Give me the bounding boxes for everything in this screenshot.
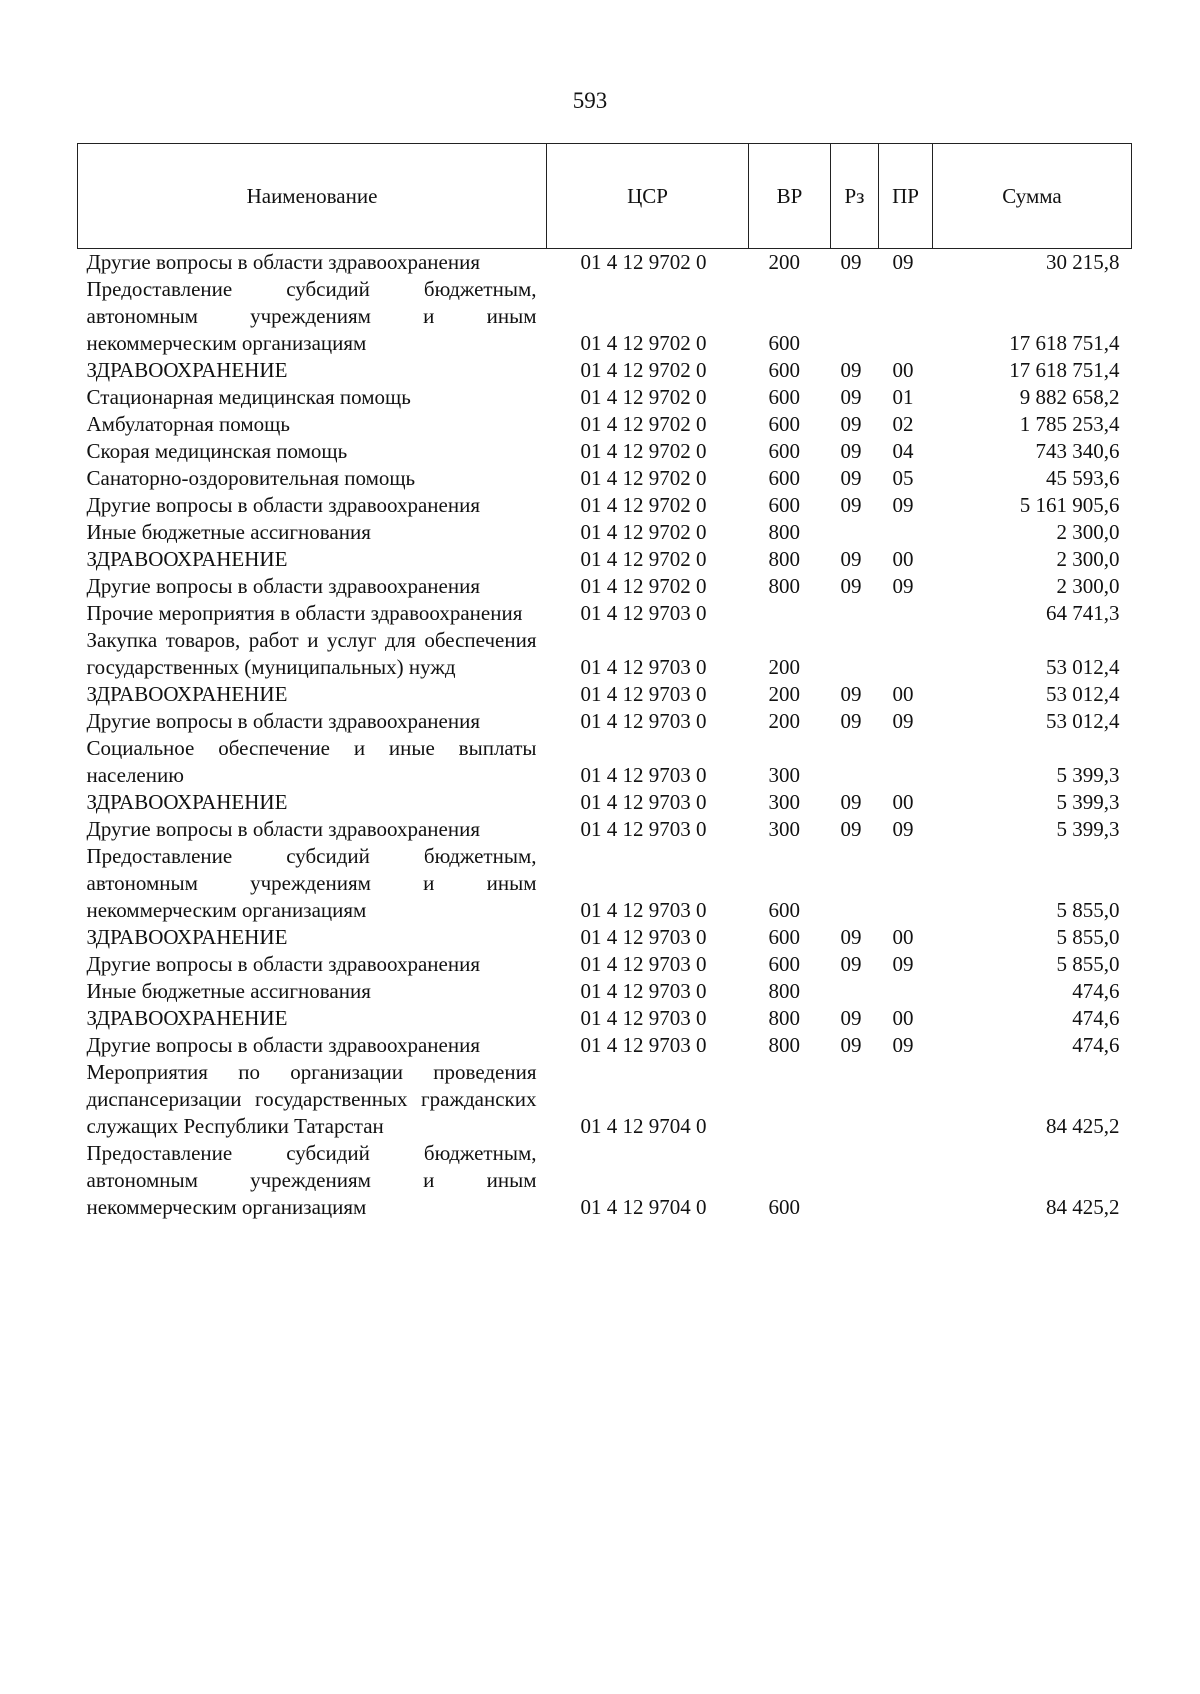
cell-vr: 300 bbox=[768, 817, 800, 841]
cell-pr: 09 bbox=[892, 493, 914, 517]
cell-sum: 2 300,0 bbox=[1056, 547, 1120, 571]
cell-pr: 02 bbox=[892, 412, 914, 436]
cell-pr bbox=[879, 276, 933, 357]
table-row bbox=[78, 573, 1132, 600]
cell-vr: 300 bbox=[768, 763, 800, 787]
cell-pr: 00 bbox=[892, 358, 914, 382]
table-row bbox=[78, 1059, 1132, 1140]
cell-pr: 00 bbox=[892, 682, 914, 706]
table-header-row bbox=[78, 144, 1132, 249]
table-row bbox=[78, 924, 1132, 951]
cell-sum: 743 340,6 bbox=[1035, 439, 1120, 463]
cell-rz: 09 bbox=[840, 412, 862, 436]
table-row bbox=[78, 708, 1132, 735]
cell-sum: 5 855,0 bbox=[1056, 925, 1120, 949]
cell-name: ЗДРАВООХРАНЕНИЕ bbox=[86, 358, 288, 382]
table-row bbox=[78, 519, 1132, 546]
cell-sum: 5 855,0 bbox=[1056, 898, 1120, 922]
cell-rz: 09 bbox=[840, 250, 862, 274]
table-row bbox=[78, 627, 1132, 681]
cell-csr: 01 4 12 9703 0 bbox=[580, 817, 707, 841]
cell-rz: 09 bbox=[840, 385, 862, 409]
table-row bbox=[78, 735, 1132, 789]
cell-sum: 5 161 905,6 bbox=[1019, 493, 1120, 517]
cell-csr: 01 4 12 9702 0 bbox=[580, 493, 707, 517]
cell-vr: 600 bbox=[768, 466, 800, 490]
cell-rz bbox=[831, 843, 879, 924]
cell-name: Другие вопросы в области здравоохранения bbox=[86, 493, 480, 517]
cell-sum: 53 012,4 bbox=[1046, 709, 1120, 733]
cell-name: Другие вопросы в области здравоохранения bbox=[86, 1033, 480, 1057]
cell-csr: 01 4 12 9702 0 bbox=[580, 574, 707, 598]
cell-pr: 09 bbox=[892, 817, 914, 841]
header-name: Наименование bbox=[78, 144, 547, 249]
cell-rz: 09 bbox=[840, 817, 862, 841]
cell-vr: 600 bbox=[768, 1195, 800, 1219]
cell-rz bbox=[831, 735, 879, 789]
table-row bbox=[78, 1140, 1132, 1221]
cell-pr bbox=[879, 735, 933, 789]
cell-sum: 53 012,4 bbox=[1046, 682, 1120, 706]
cell-pr bbox=[879, 978, 933, 1005]
cell-name: Стационарная медицинская помощь bbox=[86, 385, 411, 409]
table-body bbox=[78, 249, 1132, 1222]
table-row bbox=[78, 546, 1132, 573]
cell-pr: 00 bbox=[892, 1006, 914, 1030]
cell-name: ЗДРАВООХРАНЕНИЕ bbox=[86, 1006, 288, 1030]
cell-pr: 00 bbox=[892, 925, 914, 949]
cell-pr: 09 bbox=[892, 709, 914, 733]
table-row bbox=[78, 276, 1132, 357]
cell-vr: 800 bbox=[768, 520, 800, 544]
table-row bbox=[78, 411, 1132, 438]
cell-name: ЗДРАВООХРАНЕНИЕ bbox=[86, 790, 288, 814]
cell-csr: 01 4 12 9702 0 bbox=[580, 547, 707, 571]
cell-name: Иные бюджетные ассигнования bbox=[86, 520, 371, 544]
cell-csr: 01 4 12 9703 0 bbox=[580, 952, 707, 976]
cell-pr: 00 bbox=[892, 790, 914, 814]
table-row bbox=[78, 357, 1132, 384]
cell-name: Социальное обеспечение и иные выплаты населению bbox=[86, 736, 537, 787]
table-row bbox=[78, 492, 1132, 519]
cell-csr: 01 4 12 9702 0 bbox=[580, 439, 707, 463]
cell-pr: 09 bbox=[892, 574, 914, 598]
cell-vr: 200 bbox=[768, 250, 800, 274]
cell-sum: 474,6 bbox=[1072, 1006, 1120, 1030]
cell-vr: 600 bbox=[768, 952, 800, 976]
table-row bbox=[78, 249, 1132, 277]
cell-sum: 17 618 751,4 bbox=[1009, 331, 1120, 355]
table-row bbox=[78, 600, 1132, 627]
table-row bbox=[78, 843, 1132, 924]
cell-pr: 04 bbox=[892, 439, 914, 463]
cell-vr: 600 bbox=[768, 439, 800, 463]
cell-rz: 09 bbox=[840, 952, 862, 976]
cell-sum: 53 012,4 bbox=[1046, 655, 1120, 679]
cell-rz: 09 bbox=[840, 682, 862, 706]
cell-sum: 474,6 bbox=[1072, 979, 1120, 1003]
cell-name: Другие вопросы в области здравоохранения bbox=[86, 250, 480, 274]
cell-csr: 01 4 12 9704 0 bbox=[580, 1114, 707, 1138]
cell-vr: 600 bbox=[768, 493, 800, 517]
cell-csr: 01 4 12 9702 0 bbox=[580, 412, 707, 436]
cell-rz: 09 bbox=[840, 547, 862, 571]
cell-name: ЗДРАВООХРАНЕНИЕ bbox=[86, 682, 288, 706]
cell-vr: 200 bbox=[768, 682, 800, 706]
cell-rz bbox=[831, 600, 879, 627]
cell-csr: 01 4 12 9702 0 bbox=[580, 520, 707, 544]
header-pr: ПР bbox=[879, 144, 933, 249]
cell-name: Иные бюджетные ассигнования bbox=[86, 979, 371, 1003]
budget-table bbox=[77, 143, 1132, 1221]
cell-csr: 01 4 12 9703 0 bbox=[580, 925, 707, 949]
cell-pr bbox=[879, 1140, 933, 1221]
cell-name: Амбулаторная помощь bbox=[86, 412, 290, 436]
cell-rz bbox=[831, 276, 879, 357]
cell-rz: 09 bbox=[840, 574, 862, 598]
cell-name: Предоставление субсидий бюджетным, автономным учреждениям и иным некоммерческим организациям bbox=[86, 1141, 537, 1219]
cell-sum: 1 785 253,4 bbox=[1019, 412, 1120, 436]
cell-pr: 00 bbox=[892, 547, 914, 571]
table-row bbox=[78, 384, 1132, 411]
cell-csr: 01 4 12 9703 0 bbox=[580, 1033, 707, 1057]
cell-rz: 09 bbox=[840, 466, 862, 490]
cell-vr: 600 bbox=[768, 925, 800, 949]
cell-pr: 09 bbox=[892, 250, 914, 274]
cell-rz bbox=[831, 627, 879, 681]
table-row bbox=[78, 951, 1132, 978]
cell-name: Другие вопросы в области здравоохранения bbox=[86, 574, 480, 598]
cell-name: Мероприятия по организации проведения диспансеризации государственных гражданских служащих Республики Татарстан bbox=[86, 1060, 537, 1138]
header-vr: ВР bbox=[749, 144, 831, 249]
table-row bbox=[78, 1032, 1132, 1059]
cell-vr: 600 bbox=[768, 898, 800, 922]
cell-csr: 01 4 12 9703 0 bbox=[580, 709, 707, 733]
cell-csr: 01 4 12 9703 0 bbox=[580, 601, 707, 625]
cell-sum: 84 425,2 bbox=[1046, 1195, 1120, 1219]
cell-vr: 600 bbox=[768, 385, 800, 409]
cell-csr: 01 4 12 9703 0 bbox=[580, 1006, 707, 1030]
cell-rz bbox=[831, 978, 879, 1005]
cell-rz: 09 bbox=[840, 709, 862, 733]
cell-pr bbox=[879, 519, 933, 546]
header-rz: Рз bbox=[831, 144, 879, 249]
cell-pr: 05 bbox=[892, 466, 914, 490]
cell-sum: 30 215,8 bbox=[1046, 250, 1120, 274]
cell-csr: 01 4 12 9702 0 bbox=[580, 358, 707, 382]
cell-csr: 01 4 12 9704 0 bbox=[580, 1195, 707, 1219]
cell-pr: 09 bbox=[892, 1033, 914, 1057]
cell-vr: 200 bbox=[768, 709, 800, 733]
cell-vr: 800 bbox=[768, 1033, 800, 1057]
cell-vr: 300 bbox=[768, 790, 800, 814]
cell-name: Другие вопросы в области здравоохранения bbox=[86, 952, 480, 976]
table-row bbox=[78, 438, 1132, 465]
table-row bbox=[78, 465, 1132, 492]
cell-sum: 9 882 658,2 bbox=[1019, 385, 1120, 409]
cell-sum: 5 855,0 bbox=[1056, 952, 1120, 976]
cell-csr: 01 4 12 9702 0 bbox=[580, 385, 707, 409]
cell-rz: 09 bbox=[840, 790, 862, 814]
cell-rz: 09 bbox=[840, 925, 862, 949]
cell-name: ЗДРАВООХРАНЕНИЕ bbox=[86, 925, 288, 949]
cell-name: Закупка товаров, работ и услуг для обеспечения государственных (муниципальных) нужд bbox=[86, 628, 537, 679]
cell-name: Скорая медицинская помощь bbox=[86, 439, 348, 463]
cell-vr: 200 bbox=[768, 655, 800, 679]
cell-rz: 09 bbox=[840, 493, 862, 517]
cell-sum: 474,6 bbox=[1072, 1033, 1120, 1057]
table-row bbox=[78, 789, 1132, 816]
cell-sum: 2 300,0 bbox=[1056, 574, 1120, 598]
cell-csr: 01 4 12 9702 0 bbox=[580, 250, 707, 274]
cell-csr: 01 4 12 9702 0 bbox=[580, 466, 707, 490]
cell-csr: 01 4 12 9703 0 bbox=[580, 790, 707, 814]
cell-pr: 09 bbox=[892, 952, 914, 976]
cell-rz bbox=[831, 1059, 879, 1140]
cell-csr: 01 4 12 9703 0 bbox=[580, 655, 707, 679]
cell-name: Другие вопросы в области здравоохранения bbox=[86, 817, 480, 841]
table-row bbox=[78, 681, 1132, 708]
cell-name: Санаторно-оздоровительная помощь bbox=[86, 466, 416, 490]
cell-vr: 800 bbox=[768, 1006, 800, 1030]
cell-sum: 5 399,3 bbox=[1056, 763, 1120, 787]
cell-pr bbox=[879, 1059, 933, 1140]
cell-name: ЗДРАВООХРАНЕНИЕ bbox=[86, 547, 288, 571]
cell-csr: 01 4 12 9703 0 bbox=[580, 763, 707, 787]
cell-csr: 01 4 12 9703 0 bbox=[580, 682, 707, 706]
cell-sum: 17 618 751,4 bbox=[1009, 358, 1120, 382]
header-sum: Сумма bbox=[933, 144, 1132, 249]
cell-name: Предоставление субсидий бюджетным, автономным учреждениям и иным некоммерческим организациям bbox=[86, 844, 537, 922]
cell-csr: 01 4 12 9703 0 bbox=[580, 898, 707, 922]
cell-rz bbox=[831, 519, 879, 546]
cell-rz: 09 bbox=[840, 1033, 862, 1057]
cell-pr: 01 bbox=[892, 385, 914, 409]
cell-vr: 600 bbox=[768, 331, 800, 355]
cell-pr bbox=[879, 843, 933, 924]
cell-csr: 01 4 12 9703 0 bbox=[580, 979, 707, 1003]
cell-rz bbox=[831, 1140, 879, 1221]
cell-sum: 2 300,0 bbox=[1056, 520, 1120, 544]
cell-sum: 5 399,3 bbox=[1056, 817, 1120, 841]
cell-rz: 09 bbox=[840, 439, 862, 463]
cell-sum: 84 425,2 bbox=[1046, 1114, 1120, 1138]
cell-rz: 09 bbox=[840, 1006, 862, 1030]
table-row bbox=[78, 1005, 1132, 1032]
cell-vr: 600 bbox=[768, 358, 800, 382]
cell-sum: 45 593,6 bbox=[1046, 466, 1120, 490]
cell-csr: 01 4 12 9702 0 bbox=[580, 331, 707, 355]
cell-rz: 09 bbox=[840, 358, 862, 382]
cell-pr bbox=[879, 600, 933, 627]
header-csr: ЦСР bbox=[547, 144, 749, 249]
cell-vr: 800 bbox=[768, 979, 800, 1003]
cell-vr bbox=[749, 600, 831, 627]
page-number: 593 bbox=[572, 88, 608, 113]
table-row bbox=[78, 816, 1132, 843]
table-row bbox=[78, 978, 1132, 1005]
cell-vr: 600 bbox=[768, 412, 800, 436]
cell-vr: 800 bbox=[768, 574, 800, 598]
cell-name: Прочие мероприятия в области здравоохранения bbox=[86, 601, 523, 625]
cell-sum: 5 399,3 bbox=[1056, 790, 1120, 814]
cell-vr bbox=[749, 1059, 831, 1140]
cell-pr bbox=[879, 627, 933, 681]
cell-name: Другие вопросы в области здравоохранения bbox=[86, 709, 480, 733]
cell-sum: 64 741,3 bbox=[1046, 601, 1120, 625]
cell-vr: 800 bbox=[768, 547, 800, 571]
cell-name: Предоставление субсидий бюджетным, автономным учреждениям и иным некоммерческим организациям bbox=[86, 277, 537, 355]
